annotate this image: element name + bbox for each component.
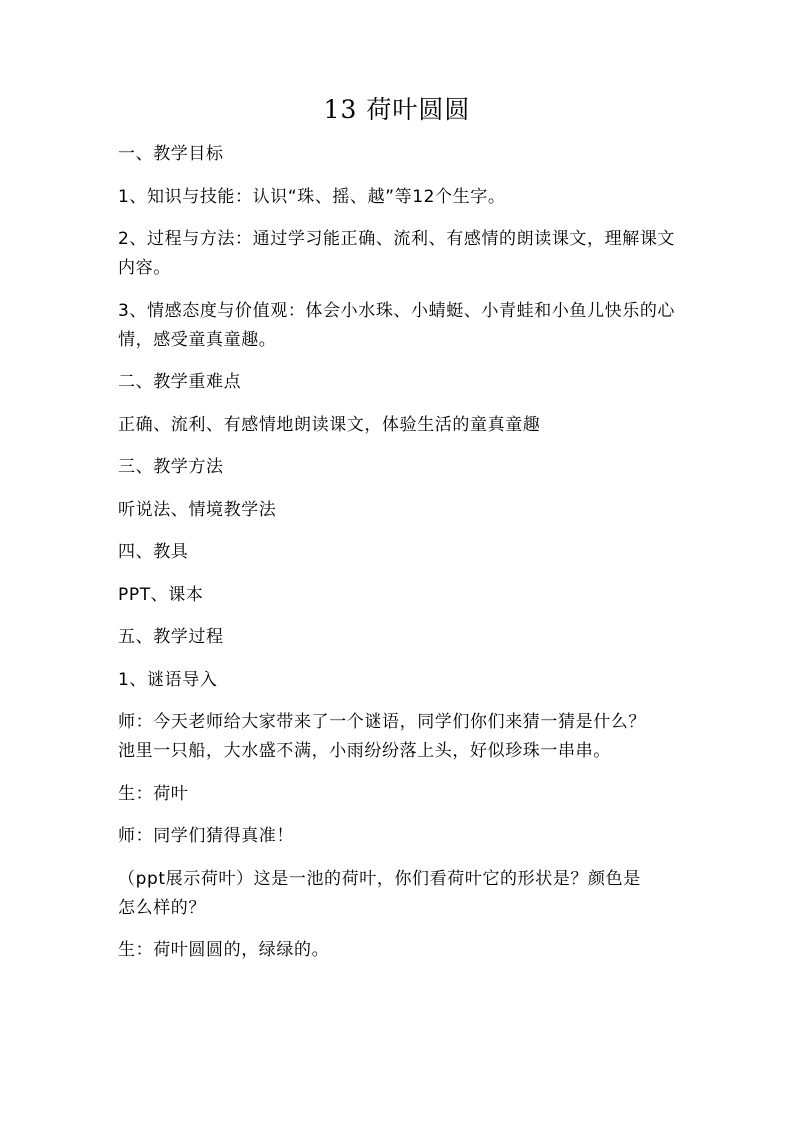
methods-text: 听说法、情境教学法 [118,499,277,520]
ppt-question-line: （ppt展示荷叶）这是一池的荷叶，你们看荷叶它的形状是？颜色是怎么样的？ [118,868,641,918]
tools-text: PPT、课本 [118,584,204,605]
student-answer-line: 生：荷叶 [118,783,189,804]
teacher-riddle-line: 师：今天老师给大家带来了一个谜语，同学们你们来猜一猜是什么？池里一只船，大水盛不满，小雨纷纷落上头，好似珍珠一串串。 [118,712,646,761]
goal-knowledge: 1、知识与技能：认识“珠、摇、越”等12个生字。 [118,186,506,207]
student-description-line: 生：荷叶圆圆的，绿绿的。 [118,940,330,960]
section-heading-process: 五、教学过程 [118,627,224,647]
key-points-text: 正确、流利、有感情地朗读课文，体验生活的童真童趣 [118,414,541,435]
document-title: 13 荷叶圆圆 [323,95,471,124]
goal-emotion: 3、情感态度与价值观：体会小水珠、小蜻蜓、小青蛙和小鱼儿快乐的心情，感受童真童趣。 [118,300,676,350]
section-heading-goals: 一、教学目标 [118,144,224,164]
document-body [118,140,678,979]
process-step-riddle: 1、谜语导入 [118,669,218,690]
goal-process: 2、过程与方法：通过学习能正确、流利、有感情的朗读课文，理解课文内容。 [118,229,676,278]
section-heading-tools: 四、教具 [118,542,189,562]
section-heading-methods: 三、教学方法 [118,457,224,477]
section-heading-key-points: 二、教学重难点 [118,372,242,392]
teacher-praise-line: 师：同学们猜得真准！ [118,826,294,846]
